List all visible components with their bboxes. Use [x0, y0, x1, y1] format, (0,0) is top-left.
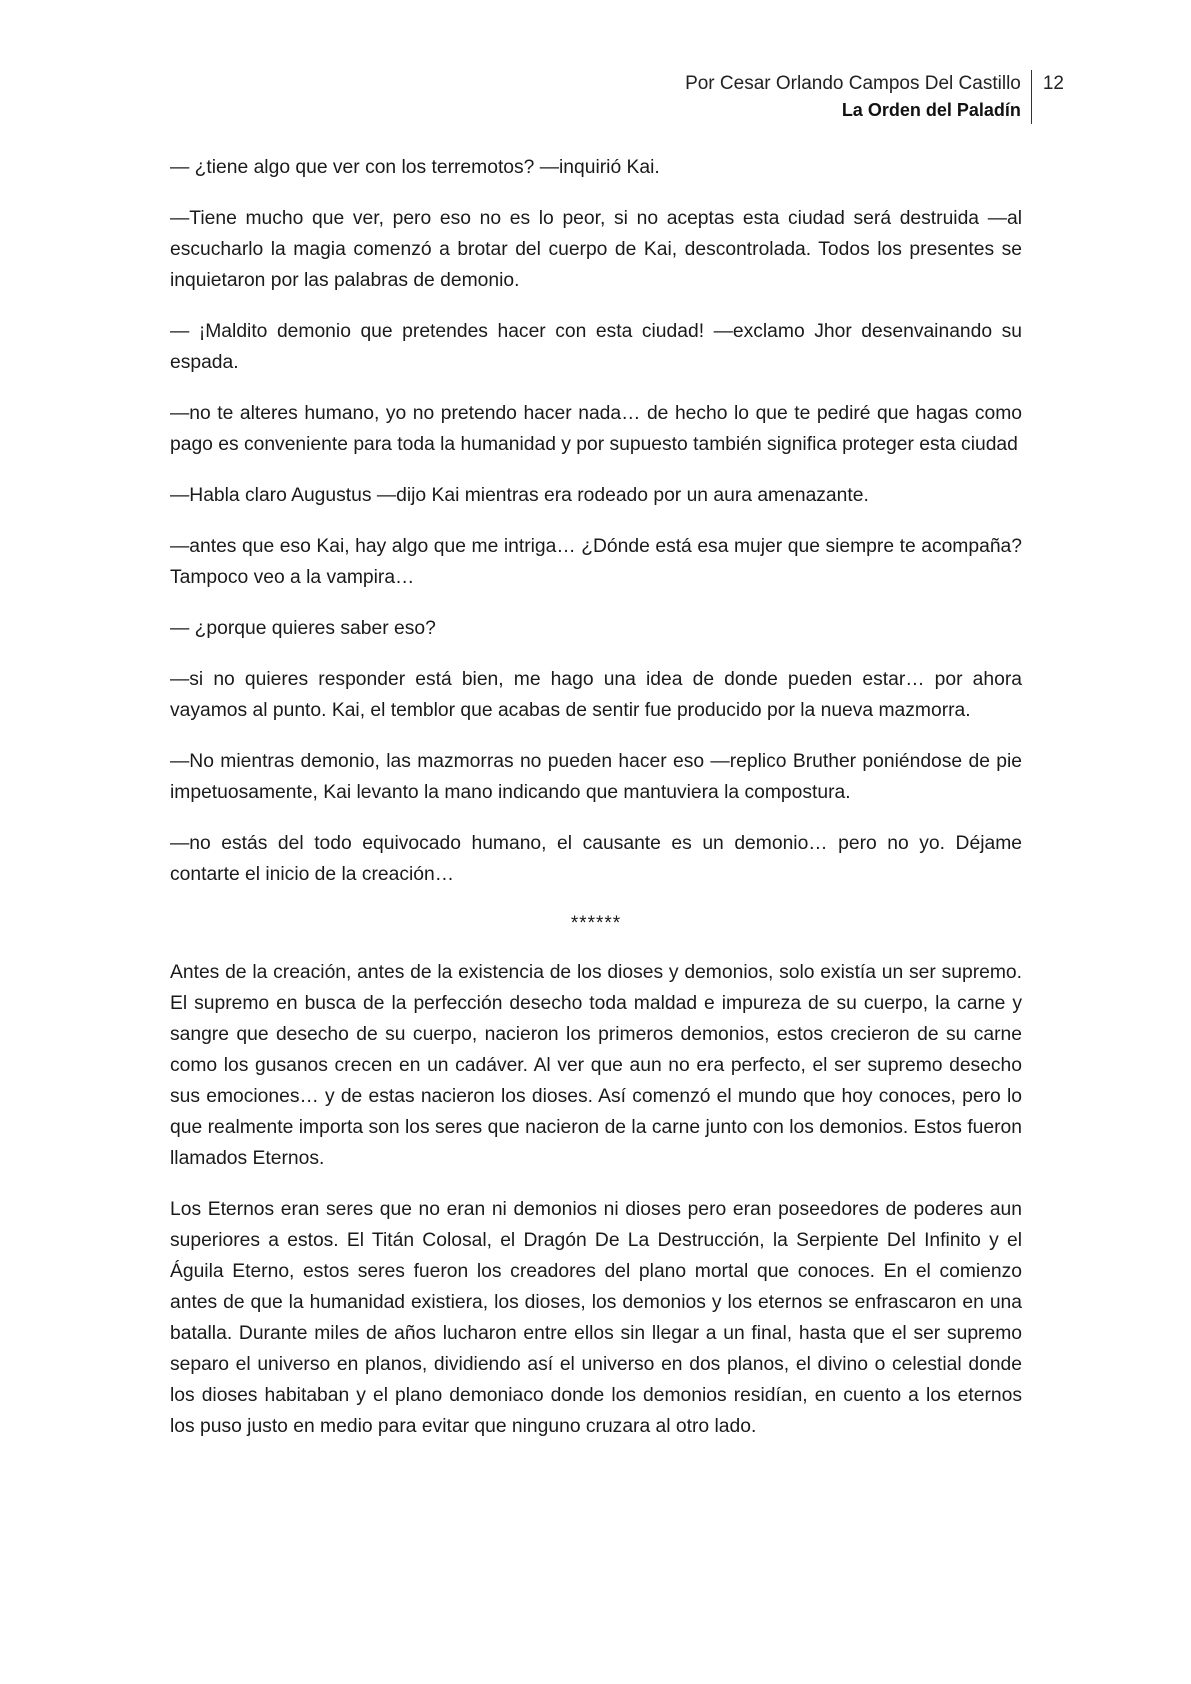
body-text: [170, 152, 1022, 1462]
dialogue-paragraph: — ¿tiene algo que ver con los terremotos? —inquirió Kai.: [170, 157, 660, 178]
page-number: 12: [1042, 73, 1064, 94]
section-separator: ******: [570, 913, 622, 934]
dialogue-paragraph: — ¿porque quieres saber eso?: [170, 618, 436, 639]
dialogue-paragraph: —Habla claro Augustus —dijo Kai mientras era rodeado por un aura amenazante.: [170, 485, 869, 506]
dialogue-paragraph: —si no quieres responder está bien, me hago una idea de donde pueden estar… por ahora vayamos al punto. Kai, el temblor que acabas de sentir fue producido por la nueva mazmorra.: [170, 669, 1022, 721]
header-book-title: La Orden del Paladín: [841, 100, 1021, 120]
dialogue-paragraph: —no te alteres humano, yo no pretendo hacer nada… de hecho lo que te pediré que hagas como pago es conveniente para toda la humanidad y por supuesto también significa proteger esta ciudad: [170, 403, 1022, 455]
narrative-paragraph: Los Eternos eran seres que no eran ni demonios ni dioses pero eran poseedores de poderes aun superiores a estos. El Titán Colosal, el Dragón De La Destrucción, la Serpiente Del Infinito y el Águila Eterno, estos seres fueron los creadores del plano mortal que conoces. En el comienzo antes de que la humanidad existiera, los dioses, los demonios y los eternos se enfrascaron en una batalla. Durante miles de años lucharon entre ellos sin llegar a un final, hasta que el ser supremo separo el universo en planos, dividiendo así el universo en dos planos, el divino o celestial donde los dioses habitaban y el plano demoniaco donde los demonios residían, en cuento a los eternos los puso justo en medio para evitar que ninguno cruzara al otro lado.: [170, 1199, 1022, 1437]
narrative-paragraph: Antes de la creación, antes de la existencia de los dioses y demonios, solo existía un ser supremo. El supremo en busca de la perfección desecho toda maldad e impureza de su cuerpo, la carne y sangre que desecho de su cuerpo, nacieron los primeros demonios, estos crecieron de su carne como los gusanos crecen en un cadáver. Al ver que aun no era perfecto, el ser supremo desecho sus emociones… y de estas nacieron los dioses. Así comenzó el mundo que hoy conoces, pero lo que realmente importa son los seres que nacieron de la carne junto con los demonios. Estos fueron llamados Eternos.: [170, 962, 1022, 1169]
header-author: Por Cesar Orlando Campos Del Castillo: [685, 73, 1021, 94]
dialogue-paragraph: —Tiene mucho que ver, pero eso no es lo peor, si no aceptas esta ciudad será destruida —al escucharlo la magia comenzó a brotar del cuerpo de Kai, descontrolada. Todos los presentes se inquietaron por las palabras de demonio.: [170, 208, 1022, 291]
dialogue-paragraph: —No mientras demonio, las mazmorras no pueden hacer eso —replico Bruther poniéndose de pie impetuosamente, Kai levanto la mano indicando que mantuviera la compostura.: [170, 751, 1022, 803]
page-header: [685, 70, 1064, 124]
dialogue-paragraph: —antes que eso Kai, hay algo que me intriga… ¿Dónde está esa mujer que siempre te acompaña? Tampoco veo a la vampira…: [170, 536, 1022, 588]
dialogue-paragraph: —no estás del todo equivocado humano, el causante es un demonio… pero no yo. Déjame contarte el inicio de la creación…: [170, 833, 1022, 885]
header-text-block: [685, 70, 1032, 124]
dialogue-paragraph: — ¡Maldito demonio que pretendes hacer con esta ciudad! —exclamo Jhor desenvainando su espada.: [170, 321, 1022, 373]
